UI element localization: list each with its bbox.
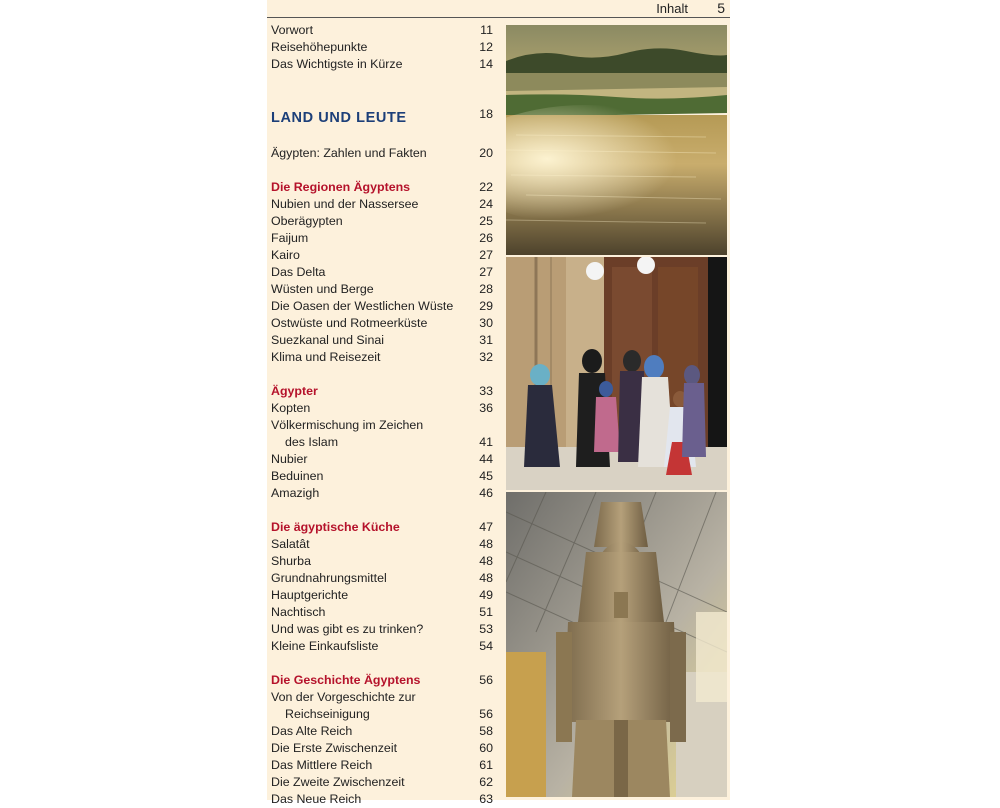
toc-section-page: 33 [479,384,493,398]
toc-entry-title: Hauptgerichte [271,588,349,602]
toc-entry[interactable] [271,417,493,434]
toc-chapter-page: 18 [479,107,493,121]
toc-entry[interactable] [271,247,493,264]
toc-entry[interactable] [271,723,493,740]
toc-entry[interactable] [271,638,493,655]
toc-entry-title: Das Alte Reich [271,724,353,738]
toc-entry-page: 48 [479,571,493,585]
toc-entry-title: Klima und Reisezeit [271,350,381,364]
toc-section-kueche[interactable] [271,519,493,536]
toc-entry-page: 29 [479,299,493,313]
toc-entry-page: 32 [479,350,493,364]
toc-section-page: 56 [479,673,493,687]
toc-entry[interactable] [271,706,493,723]
toc-section-page: 22 [479,180,493,194]
toc-entry-title: Faijum [271,231,309,245]
toc-section-title: Die ägyptische Küche [271,520,400,534]
toc-entry-title: Nubier [271,452,308,466]
toc-chapter-land-und-leute[interactable] [271,108,493,128]
toc-entry-title: Reichseinigung [285,707,370,721]
toc-entry[interactable] [271,349,493,366]
toc-entry-page: 54 [479,639,493,653]
toc-entry-title: Kairo [271,248,300,262]
toc-entry-title: Grundnahrungsmittel [271,571,387,585]
toc-section-aegypter[interactable] [271,383,493,400]
toc-entry-page: 63 [479,792,493,806]
toc-entry-title: Die Oasen der Westlichen Wüste [271,299,454,313]
toc-entry[interactable] [271,604,493,621]
toc-entry-title: Das Neue Reich [271,792,362,806]
spacer [271,366,493,383]
pharaoh-statue-photo [506,492,727,797]
toc-entry[interactable] [271,757,493,774]
toc-entry[interactable] [271,740,493,757]
toc-entry-page: 58 [479,724,493,738]
toc-entry-wichtigste[interactable] [271,56,493,73]
toc-entry-title: Vorwort [271,23,314,37]
toc-entry-title: Reisehöhepunkte [271,40,368,54]
toc-entry-title: Von der Vorgeschichte zur [271,690,416,704]
toc-entry[interactable] [271,774,493,791]
toc-entry-page: 12 [479,40,493,54]
spacer [271,162,493,179]
toc-entry-title: Das Delta [271,265,326,279]
toc-entry-title: Salatât [271,537,310,551]
people-doorway-photo [506,257,727,490]
toc-chapter-title: LAND UND LEUTE [271,110,407,126]
toc-entry-title: Nubien und der Nassersee [271,197,419,211]
spacer [271,73,493,108]
toc-entry[interactable] [271,621,493,638]
toc-entry-title: Beduinen [271,469,324,483]
toc-entry[interactable] [271,434,493,451]
header-page-number: 5 [717,0,725,16]
toc-entry[interactable] [271,485,493,502]
spacer [271,502,493,519]
toc-entry-page: 28 [479,282,493,296]
toc-entry-title: Und was gibt es zu trinken? [271,622,424,636]
toc-entry[interactable] [271,230,493,247]
toc-entry-title: Das Mittlere Reich [271,758,373,772]
toc-entry-title: Kopten [271,401,311,415]
toc-entry-title: Oberägypten [271,214,343,228]
toc-entry[interactable] [271,315,493,332]
toc-section-title: Die Geschichte Ägyptens [271,673,421,687]
toc-entry-title: Die Zweite Zwischenzeit [271,775,405,789]
toc-entry[interactable] [271,587,493,604]
toc-entry[interactable] [271,468,493,485]
toc-entry-title: Ostwüste und Rotmeerküste [271,316,428,330]
toc-entry-page: 27 [479,265,493,279]
toc-entry-title: Kleine Einkaufsliste [271,639,379,653]
toc-entry[interactable] [271,536,493,553]
toc-entry-page: 45 [479,469,493,483]
toc-entry-page: 53 [479,622,493,636]
nile-river-photo [506,25,727,255]
toc-entry-title: Suezkanal und Sinai [271,333,384,347]
toc-entry[interactable] [271,213,493,230]
toc-entry-page: 62 [479,775,493,789]
toc-section-regionen[interactable] [271,179,493,196]
toc-entry-page: 27 [479,248,493,262]
toc-entry-reisehoehepunkte[interactable] [271,39,493,56]
toc-entry-title: Völkermischung im Zeichen [271,418,424,432]
toc-entry-zahlen-fakten[interactable] [271,145,493,162]
toc-entry-page: 36 [479,401,493,415]
toc-entry-page: 60 [479,741,493,755]
toc-section-title: Ägypter [271,384,318,398]
table-of-contents [271,22,493,808]
toc-entry-page: 46 [479,486,493,500]
toc-entry[interactable] [271,196,493,213]
toc-entry[interactable] [271,400,493,417]
toc-entry-title: Wüsten und Berge [271,282,374,296]
header-section-title: Inhalt [656,1,688,16]
toc-entry-page: 25 [479,214,493,228]
toc-entry-page: 24 [479,197,493,211]
toc-entry-page: 41 [479,435,493,449]
toc-entry-title: Die Erste Zwischenzeit [271,741,398,755]
toc-entry-title: Shurba [271,554,311,568]
toc-entry[interactable] [271,689,493,706]
toc-entry-page: 48 [479,554,493,568]
toc-entry-page: 44 [479,452,493,466]
toc-entry-title: des Islam [285,435,339,449]
toc-entry-title: Nachtisch [271,605,326,619]
toc-entry[interactable] [271,570,493,587]
toc-entry-page: 20 [479,146,493,160]
toc-entry-title: Amazigh [271,486,320,500]
toc-entry-page: 30 [479,316,493,330]
toc-entry-title: Ägypten: Zahlen und Fakten [271,146,427,160]
toc-entry-title: Das Wichtigste in Kürze [271,57,403,71]
toc-entry-vorwort[interactable] [271,22,493,39]
toc-entry[interactable] [271,332,493,349]
book-page [267,0,730,806]
toc-entry-page: 61 [479,758,493,772]
toc-entry-page: 31 [479,333,493,347]
toc-entry-page: 49 [479,588,493,602]
toc-entry-page: 14 [479,57,493,71]
page-header [267,0,730,18]
toc-entry-page: 51 [479,605,493,619]
toc-entry[interactable] [271,281,493,298]
toc-section-title: Die Regionen Ägyptens [271,180,411,194]
toc-entry[interactable] [271,451,493,468]
toc-section-geschichte[interactable] [271,672,493,689]
toc-entry[interactable] [271,264,493,281]
toc-entry-page: 26 [479,231,493,245]
spacer [271,128,493,145]
toc-entry-page: 48 [479,537,493,551]
toc-section-page: 47 [479,520,493,534]
toc-entry-page: 11 [480,23,493,37]
toc-entry-page: 56 [479,707,493,721]
toc-entry[interactable] [271,553,493,570]
spacer [271,655,493,672]
toc-entry[interactable] [271,298,493,315]
